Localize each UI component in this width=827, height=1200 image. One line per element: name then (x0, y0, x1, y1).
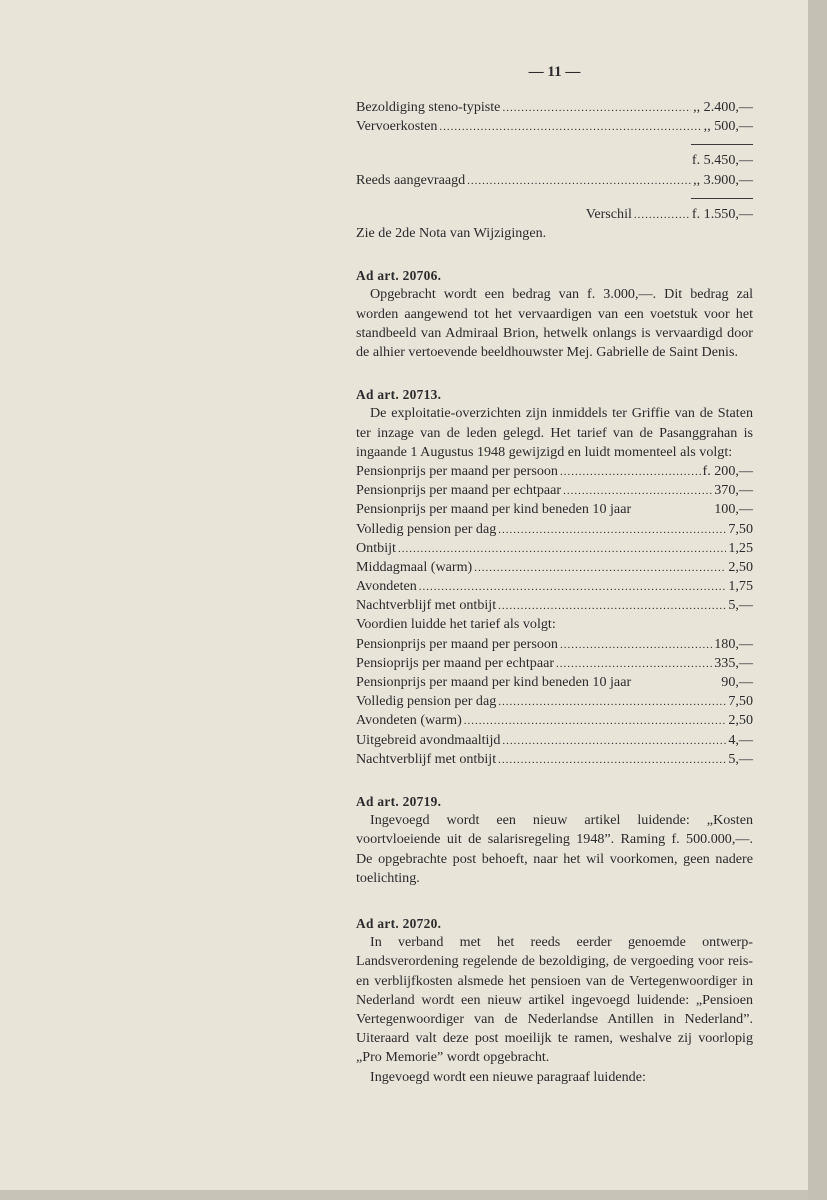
difference-rule (691, 198, 753, 199)
tariff-row: Pensionprijs per maand per persoon ..... f. 200,— (356, 462, 753, 481)
paragraph-art-20719: Ingevoegd wordt een nieuw artikel luidende: „Kosten voortvloeiende uit de salarisregeling 1948”. Raming f. 500.000,—. De opgebrachte post behoeft, naar het wil voorkomen, geen nadere toelichting. (356, 812, 753, 886)
tariff-row: Middagmaal (warm) ..... 2,50 (356, 558, 753, 577)
heading-art-20713: Ad art. 20713. (356, 387, 442, 403)
page-number: — 11 — (528, 64, 581, 80)
tariff-row: Volledig pension per dag ..... 7,50 (356, 520, 753, 539)
tariff-previous-list (356, 635, 753, 769)
page-bottom-edge (0, 1190, 808, 1200)
verschil-label: Verschil (585, 205, 632, 222)
verschil-row (356, 205, 753, 224)
budget-row (356, 98, 753, 117)
paragraph-art-20713: De exploitatie-overzichten zijn inmiddels ter Griffie van de Staten ter inzage van de leden gelegd. Het tarief van de Pasanggrahan is ingaande 1 Augustus 1948 gewijzigd en luidt momenteel als volgt: (356, 405, 753, 460)
zie-note: Zie de 2de Nota van Wijzigingen. (356, 224, 547, 241)
reeds-row (356, 171, 753, 190)
tariff-row: Pensionprijs per maand per persoon ..... 180,— (356, 635, 753, 654)
heading-art-20706: Ad art. 20706. (356, 268, 442, 284)
tariff-row: Uitgebreid avondmaaltijd ..... 4,— (356, 731, 753, 750)
paragraph-art-20720-continued: Ingevoegd wordt een nieuwe paragraaf luidende: (370, 1068, 646, 1085)
reeds-label: Reeds aangevraagd (356, 171, 466, 188)
heading-art-20719: Ad art. 20719. (356, 793, 442, 809)
tariff-row: Pensionprijs per maand per kind beneden 10 jaar 90,— (356, 674, 753, 691)
budget-row (356, 117, 753, 136)
previous-tariff-intro: Voordien luidde het tarief als volgt: (356, 616, 556, 633)
budget-label: Vervoerkosten (356, 118, 438, 135)
budget-value: ,, 2.400,— (693, 99, 753, 115)
tariff-row: Nachtverblijf met ontbijt ..... 5,— (356, 750, 753, 769)
budget-label: Bezoldiging steno-typiste (356, 99, 501, 115)
subtotal-row (356, 151, 753, 170)
tariff-row: Volledig pension per dag ..... 7,50 (356, 692, 753, 711)
verschil-value: f. 1.550,— (691, 205, 753, 222)
tariff-row: Pensionprijs per maand per echtpaar ..... 370,— (356, 481, 753, 500)
tariff-current-list (356, 462, 753, 616)
page-edge (808, 0, 827, 1200)
tariff-row: Pensionprijs per maand per kind beneden 10 jaar 100,— (356, 501, 753, 518)
page-content (356, 98, 753, 1087)
tariff-row: Avondeten ..... 1,75 (356, 577, 753, 596)
paragraph-art-20720: In verband met het reeds eerder genoemde ontwerp-Landsverordening regelende de bezoldiging, de vergoeding voor reis- en verblijfkosten alsmede het pensioen van de Vertegenwoordiger in Nederland wordt een nieuw artikel ingevoegd luidende: „Pensioen Vertegenwoordiger van de Nederlandse Antillen in Nederland”. Uiteraard valt deze post moeilijk te ramen, weshalve zij voorlopig „Pro Memorie” wordt opgebracht. (356, 934, 753, 1066)
tariff-row: Avondeten (warm) ..... 2,50 (356, 711, 753, 730)
heading-art-20720: Ad art. 20720. (356, 916, 442, 931)
budget-value: ,, 500,— (703, 118, 753, 135)
tariff-row: Ontbijt ..... 1,25 (356, 539, 753, 558)
paragraph-art-20706: Opgebracht wordt een bedrag van f. 3.000,—. Dit bedrag zal worden aangewend tot het vervaardigen van een voetstuk voor het standbeeld van Admiraal Brion, hetwelk onlangs is vervaardigd door de alhier vertoevende beeldhouwster Mej. Gabrielle de Saint Denis. (356, 286, 753, 360)
tariff-row: Nachtverblijf met ontbijt ..... 5,— (356, 596, 753, 615)
subtotal-value: f. 5.450,— (691, 152, 753, 169)
sum-rule (691, 144, 753, 145)
reeds-value: ,, 3.900,— (693, 171, 753, 188)
tariff-row: Pensioprijs per maand per echtpaar ..... 335,— (356, 654, 753, 673)
